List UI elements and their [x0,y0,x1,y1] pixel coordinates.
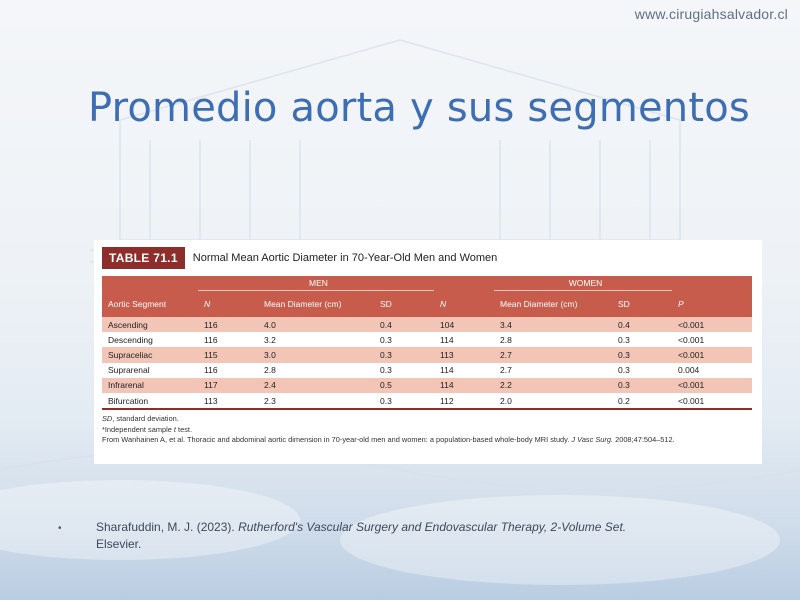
table-cell: 2.7 [494,363,612,378]
table-cell: 104 [434,317,494,332]
table-cell: Supraceliac [102,347,198,362]
table-cell: 2.2 [494,378,612,393]
table-cell: Ascending [102,317,198,332]
reference-authors: Sharafuddin, M. J. (2023). [96,520,239,534]
table-row [102,378,752,393]
table-cell: 0.3 [374,393,434,409]
table-cell: 114 [434,378,494,393]
table-cell: 0.3 [374,347,434,362]
column-header: SD [374,291,434,318]
table-cell: Infrarenal [102,378,198,393]
table-cell: 116 [198,363,258,378]
table-cell: <0.001 [672,378,752,393]
table-row [102,332,752,347]
table-column-header-row [102,291,752,318]
website-url[interactable]: www.cirugiahsalvador.cl [634,6,788,22]
group-header-women: WOMEN [494,276,672,291]
table-cell: Bifurcation [102,393,198,409]
table-cell: 0.2 [612,393,672,409]
slide-title: Promedio aorta y sus segmentos [88,84,750,131]
table-cell: <0.001 [672,332,752,347]
table-cell: 115 [198,347,258,362]
table-group-header-row [102,276,752,291]
table-cell: 0.3 [374,363,434,378]
table-cell: 4.0 [258,317,374,332]
table-cell: 113 [198,393,258,409]
column-header: Mean Diameter (cm) [494,291,612,318]
table-number-label: TABLE 71.1 [102,247,185,269]
table-caption-row [102,246,752,270]
column-header: Aortic Segment [102,291,198,318]
table-row [102,347,752,362]
table-cell: 0.4 [374,317,434,332]
table-cell: 0.004 [672,363,752,378]
column-header: Mean Diameter (cm) [258,291,374,318]
table-cell: 2.0 [494,393,612,409]
reference-publisher: Elsevier. [96,537,142,551]
table-cell: 0.4 [612,317,672,332]
table-caption: Normal Mean Aortic Diameter in 70-Year-Old Men and Women [192,252,498,264]
table-cell: 0.3 [612,363,672,378]
table-cell: 116 [198,317,258,332]
table-footnotes [102,414,752,446]
footnote-sd: SD, standard deviation. [102,414,179,424]
table-cell: 114 [434,363,494,378]
aortic-diameter-table [102,276,752,410]
column-header: P [672,291,752,318]
column-header: SD [612,291,672,318]
table-cell: 2.7 [494,347,612,362]
group-header-men: MEN [198,276,434,291]
column-header: N [198,291,258,318]
table-cell: 114 [434,332,494,347]
table-cell: 0.3 [374,332,434,347]
table-cell: 2.4 [258,378,374,393]
table-image [94,240,762,464]
column-header: N [434,291,494,318]
footnote-ttest: *Independent sample t test. [102,424,193,434]
table-cell: <0.001 [672,347,752,362]
table-cell: 3.4 [494,317,612,332]
table-row [102,393,752,409]
table-row [102,317,752,332]
table-row [102,363,752,378]
table-cell: 3.0 [258,347,374,362]
table-cell: 2.3 [258,393,374,409]
reference-bullet: • [58,523,62,534]
table-cell: 0.3 [612,332,672,347]
table-cell: 2.8 [258,363,374,378]
table-cell: Descending [102,332,198,347]
table-cell: 0.3 [612,347,672,362]
footnote-source: From Wanhainen A, et al. Thoracic and abdominal aortic dimension in 70-year-old men and women: a population-based whole-body MRI study. J Vasc Surg. 2008;47:504–512. [102,435,675,445]
table-cell: 117 [198,378,258,393]
reference-citation [96,519,656,553]
table-cell: 3.2 [258,332,374,347]
table-cell: 113 [434,347,494,362]
table-cell: 0.5 [374,378,434,393]
table-cell: <0.001 [672,393,752,409]
reference-book-title: Rutherford's Vascular Surgery and Endovascular Therapy, 2-Volume Set. [238,520,627,534]
table-cell: 112 [434,393,494,409]
table-cell: Suprarenal [102,363,198,378]
table-cell: <0.001 [672,317,752,332]
table-cell: 2.8 [494,332,612,347]
table-cell: 0.3 [612,378,672,393]
table-cell: 116 [198,332,258,347]
